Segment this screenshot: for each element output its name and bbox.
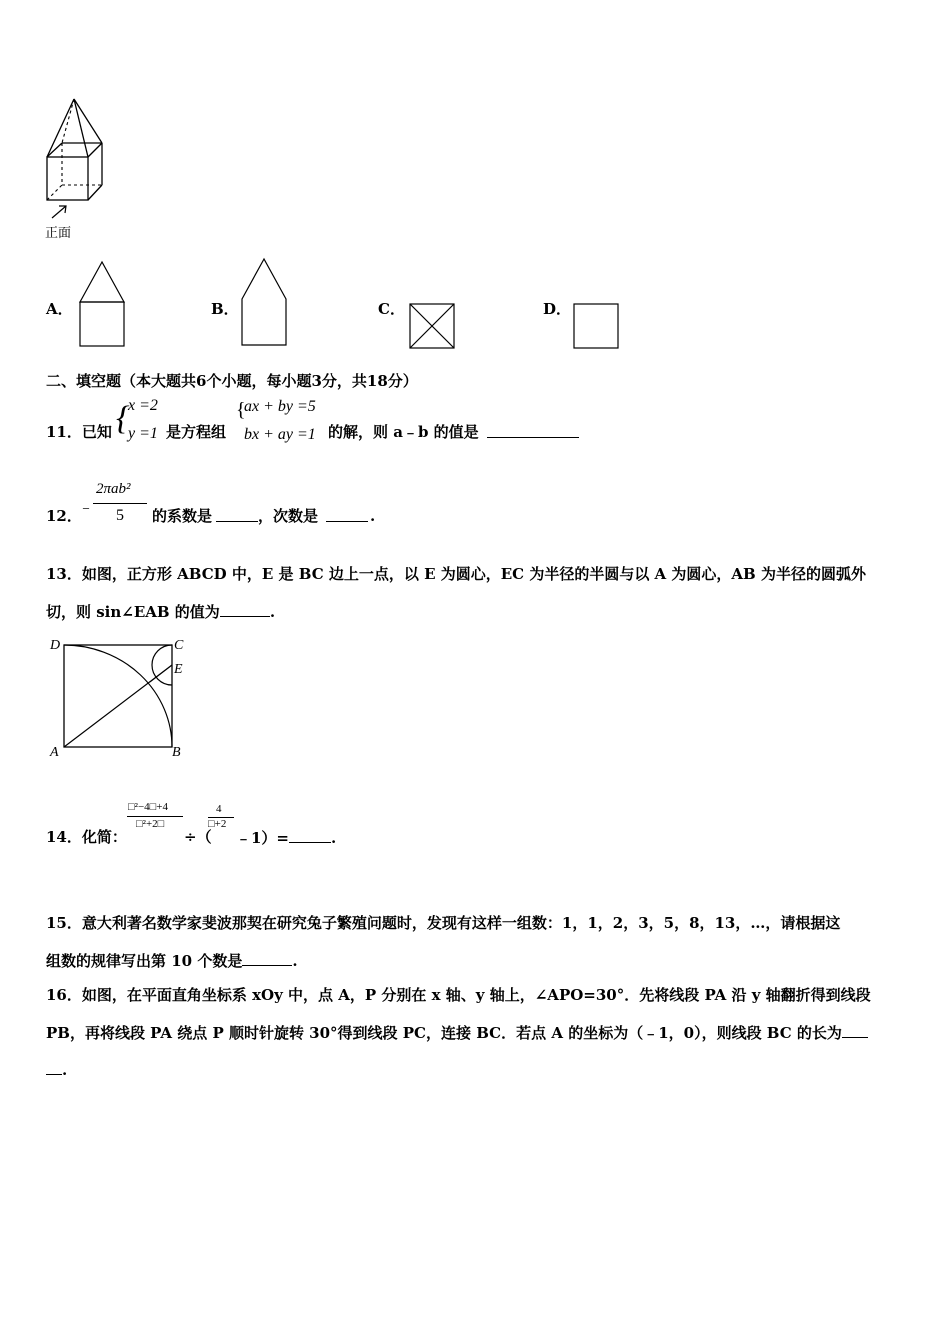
q15-answer-blank[interactable] (242, 949, 292, 966)
q15-line1: 15．意大利著名数学家斐波那契在研究兔子繁殖问题时，发现有这样一组数：1，1，2，3，5，8，13，…，请根据这 (46, 914, 841, 932)
q13-answer-blank[interactable] (220, 600, 270, 617)
q12-denominator: 5 (116, 507, 124, 524)
q12-coefficient-blank[interactable] (216, 505, 258, 522)
q14-tail-text: ﹣1）= (236, 829, 290, 847)
q11-system2-line1: ax + by =5 (244, 398, 316, 415)
option-b-shape[interactable] (238, 255, 290, 350)
option-a-letter[interactable]: A． (46, 300, 73, 318)
q12-numerator: 2πab² (96, 481, 131, 497)
option-a-shape[interactable] (76, 258, 128, 350)
q14-frac1-denominator: □²+2□ (136, 818, 165, 830)
q13-square-figure (44, 630, 194, 762)
q11-system1-line2: y =1 (128, 425, 158, 442)
front-view-label: 正面 (45, 226, 72, 241)
q16-line1: 16．如图，在平面直角坐标系 xOy 中，点 A，P 分别在 x 轴、y 轴上，∠APO=30°．先将线段 PA 沿 y 轴翻折得到线段 (46, 986, 871, 1004)
option-c-letter[interactable]: C． (378, 300, 405, 318)
q14-tail (236, 826, 336, 849)
q11-tail: 的解，则 a﹣b 的值是 (328, 423, 479, 441)
q12-number: 12． (46, 507, 82, 525)
q11-brace-2: { (236, 399, 246, 421)
q11-brace-1: { (116, 400, 130, 437)
option-c-shape[interactable] (406, 301, 458, 351)
option-d-shape[interactable] (570, 301, 622, 351)
q13-label-e: E (174, 662, 183, 677)
q13-line2-text: 切，则 sin∠EAB 的值为 (46, 603, 220, 621)
q16-line2 (46, 1021, 868, 1044)
option-b-letter[interactable]: B． (211, 300, 239, 318)
q13-label-d: D (50, 638, 61, 653)
q12-text-degree: ，次数是 (258, 507, 319, 525)
q15-line2 (46, 949, 298, 972)
q16-answer-blank-part1[interactable] (842, 1021, 868, 1038)
option-d-letter[interactable]: D． (543, 300, 572, 318)
q13-label-b: B (172, 745, 181, 760)
q11-system2-line2: bx + ay =1 (244, 426, 316, 443)
q11-number: 11．已知 (46, 423, 112, 441)
q16-line3 (46, 1058, 67, 1081)
q13-label-a: A (50, 745, 59, 760)
q14-frac1-numerator: □²−4□+4 (128, 801, 168, 813)
q11-answer-blank[interactable] (487, 421, 579, 438)
q14-frac2-denominator: □+2 (208, 818, 227, 830)
q12-period: . (370, 507, 376, 525)
q16-line2-text: PB，再将线段 PA 绕点 P 顺时针旋转 30°得到线段 PC，连接 BC．若点 A 的坐标为（﹣1，0），则线段 BC 的长为 (46, 1024, 842, 1042)
q15-line2-text: 组数的规律写出第 10 个数是 (46, 952, 243, 970)
q14-number: 14．化简： (46, 828, 127, 846)
q12-sign: ﹣ (78, 499, 95, 516)
q12-degree-blank[interactable] (326, 505, 368, 522)
section-title: 二、填空题（本大题共6个小题，每小题3分，共18分） (46, 372, 418, 390)
q13-period: . (269, 603, 276, 621)
q14-frac2-numerator: 4 (216, 803, 222, 815)
q13-line2 (46, 600, 275, 623)
q11-system1-line1: x =2 (128, 397, 158, 414)
q14-frac1-bar (127, 816, 183, 817)
q14-answer-blank[interactable] (289, 826, 331, 843)
q11-mid-text: 是方程组 (166, 423, 227, 441)
q14-period: . (331, 829, 337, 847)
q13-label-c: C (174, 638, 184, 653)
q12-fraction-bar (93, 503, 147, 504)
q13-line1: 13．如图，正方形 ABCD 中，E 是 BC 边上一点，以 E 为圆心，EC 为半径的半圆与以 A 为圆心，AB 为半径的圆弧外 (46, 565, 866, 583)
q12-text-coefficient: 的系数是 (152, 507, 213, 525)
q16-period: . (62, 1061, 68, 1079)
q15-period: . (292, 952, 298, 970)
q16-answer-blank-part2[interactable] (46, 1058, 62, 1075)
q14-divide: ÷（ (184, 828, 212, 846)
